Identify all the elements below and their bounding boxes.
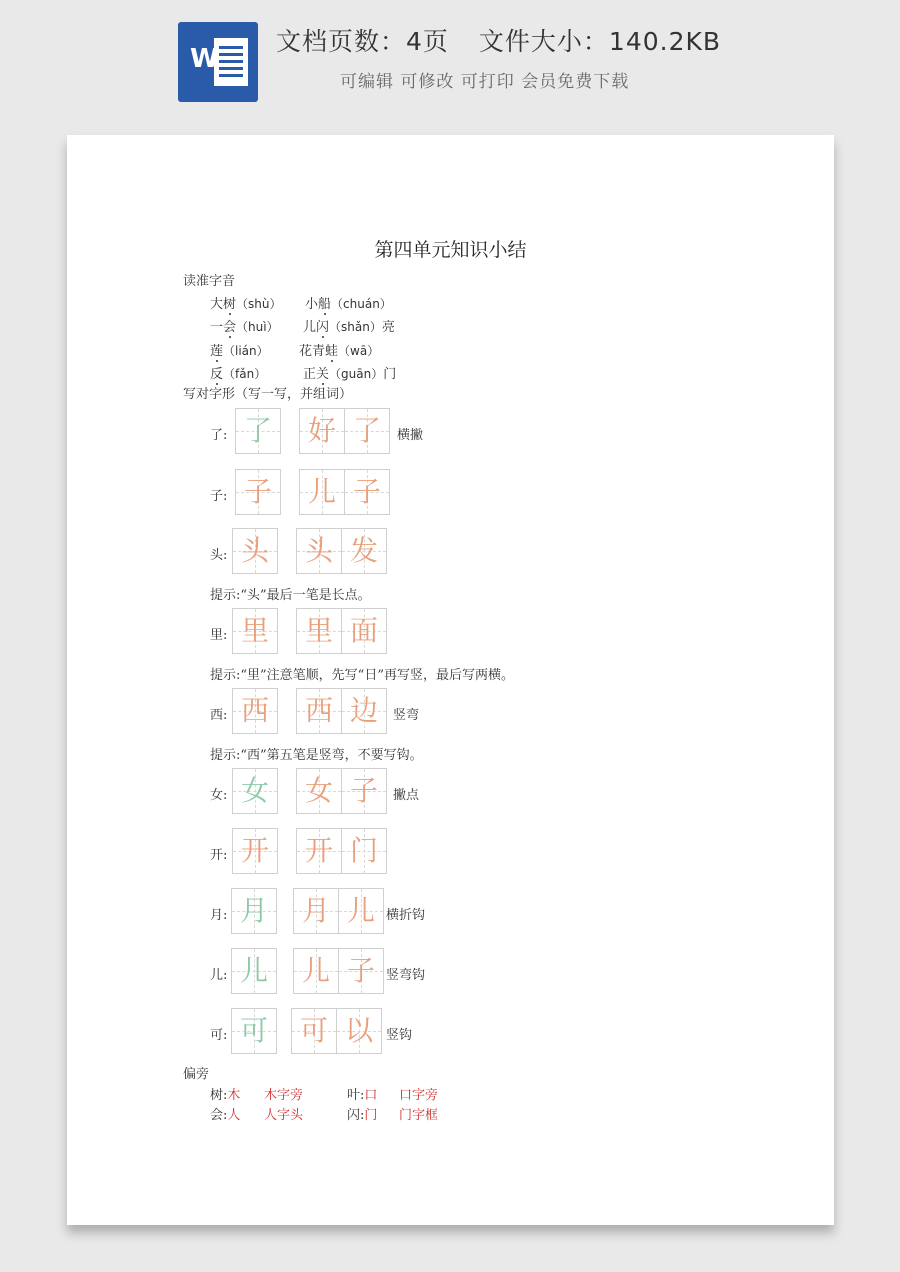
pinyin-row: 莲（lián） bbox=[210, 344, 269, 359]
trace-box: 女 bbox=[232, 768, 278, 814]
pinyin-row: 正关（guān）门 bbox=[303, 367, 397, 382]
char-row-zi: 子: 子 儿 子 bbox=[210, 469, 510, 517]
char-row-xi: 西: 西 西 边 竖弯 bbox=[210, 688, 510, 736]
trace-box: 开 bbox=[232, 828, 278, 874]
trace-box: 儿 bbox=[231, 948, 277, 994]
download-banner bbox=[0, 0, 900, 125]
radical-name: 木字旁 bbox=[264, 1088, 304, 1103]
tip-text: 提示:“西”第五笔是竖弯，不要写钩。 bbox=[210, 748, 423, 763]
stroke-name: 竖弯 bbox=[393, 708, 420, 723]
trace-box: 可 bbox=[231, 1008, 277, 1054]
char-row-tou: 头: 头 头 发 bbox=[210, 528, 510, 576]
word-box: 儿 bbox=[293, 948, 339, 994]
page-count: 文档页数：4页 bbox=[276, 27, 449, 56]
trace-box: 了 bbox=[235, 408, 281, 454]
pinyin-row: 一会（huì） bbox=[210, 320, 279, 335]
doc-title: 第四单元知识小结 bbox=[374, 239, 527, 261]
radical-row: 叶:口 bbox=[347, 1088, 378, 1103]
pinyin-row: 小船（chuán） bbox=[305, 297, 392, 312]
word-document-icon: W bbox=[178, 22, 258, 102]
word-box: 好 bbox=[299, 408, 345, 454]
word-box: 发 bbox=[341, 528, 387, 574]
char-row-nv: 女: 女 女 子 撇点 bbox=[210, 768, 510, 816]
trace-box: 子 bbox=[235, 469, 281, 515]
char-row-li: 里: 里 里 面 bbox=[210, 608, 510, 656]
radical-name: 人字头 bbox=[264, 1108, 304, 1123]
word-box: 边 bbox=[341, 688, 387, 734]
section-read: 读准字音 bbox=[183, 274, 236, 289]
radical-row: 树:木 bbox=[210, 1088, 241, 1103]
pinyin-row: 大树（shù） bbox=[210, 297, 282, 312]
feature-list: 可编辑 可修改 可打印 会员免费下载 bbox=[340, 72, 630, 92]
document-page bbox=[67, 135, 834, 1225]
word-box: 里 bbox=[296, 608, 342, 654]
word-box: 了 bbox=[344, 408, 390, 454]
char-row-er: 儿: 儿 儿 子 竖弯钩 bbox=[210, 948, 510, 996]
word-box: 儿 bbox=[299, 469, 345, 515]
word-box: 开 bbox=[296, 828, 342, 874]
char-row-yue: 月: 月 月 儿 横折钩 bbox=[210, 888, 510, 936]
word-box: 子 bbox=[344, 469, 390, 515]
tip-text: 提示:“头”最后一笔是长点。 bbox=[210, 588, 371, 603]
word-box: 月 bbox=[293, 888, 339, 934]
word-box: 头 bbox=[296, 528, 342, 574]
doc-stats bbox=[276, 22, 721, 58]
radical-name: 门字框 bbox=[399, 1108, 439, 1123]
stroke-name: 撇点 bbox=[393, 788, 420, 803]
file-size: 文件大小：140.2KB bbox=[478, 27, 722, 56]
char-row-liao: 了: 了 好 了 横撇 bbox=[210, 408, 510, 456]
trace-box: 西 bbox=[232, 688, 278, 734]
radical-row: 会:人 bbox=[210, 1108, 241, 1123]
pinyin-row: 儿闪（shǎn）亮 bbox=[303, 320, 395, 335]
word-box: 儿 bbox=[338, 888, 384, 934]
char-row-kai: 开: 开 开 门 bbox=[210, 828, 510, 876]
word-box: 子 bbox=[341, 768, 387, 814]
radical-name: 口字旁 bbox=[399, 1088, 439, 1103]
word-box: 可 bbox=[291, 1008, 337, 1054]
tip-text: 提示:“里”注意笔顺，先写“日”再写竖，最后写两横。 bbox=[210, 668, 514, 683]
stroke-name: 竖钩 bbox=[386, 1028, 413, 1043]
word-box: 以 bbox=[336, 1008, 382, 1054]
stroke-name: 横折钩 bbox=[386, 908, 426, 923]
word-box: 西 bbox=[296, 688, 342, 734]
word-box: 面 bbox=[341, 608, 387, 654]
section-radical: 偏旁 bbox=[183, 1067, 210, 1082]
pinyin-row: 反（fǎn） bbox=[210, 367, 267, 382]
word-box: 子 bbox=[338, 948, 384, 994]
pinyin-row: 花青蛙（wā） bbox=[299, 344, 380, 359]
trace-box: 头 bbox=[232, 528, 278, 574]
radical-row: 闪:门 bbox=[347, 1108, 378, 1123]
char-row-ke: 可: 可 可 以 竖钩 bbox=[210, 1008, 510, 1056]
stroke-name: 竖弯钩 bbox=[386, 968, 426, 983]
stroke-name: 横撇 bbox=[397, 428, 424, 443]
trace-box: 里 bbox=[232, 608, 278, 654]
word-box: 女 bbox=[296, 768, 342, 814]
word-box: 门 bbox=[341, 828, 387, 874]
section-write: 写对字形（写一写，并组词） bbox=[183, 387, 353, 402]
trace-box: 月 bbox=[231, 888, 277, 934]
